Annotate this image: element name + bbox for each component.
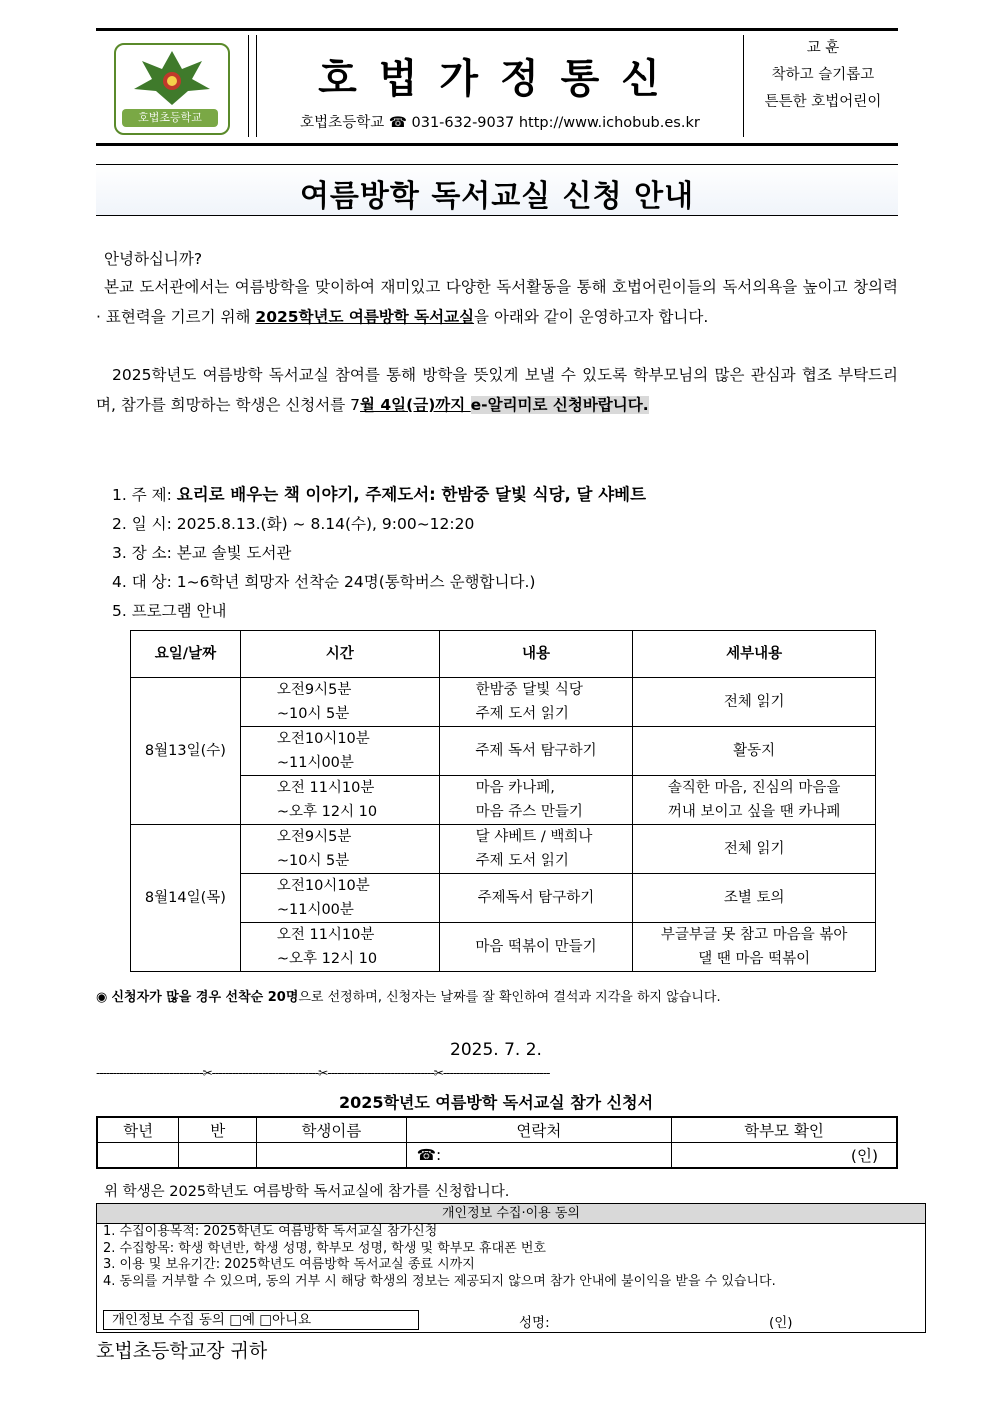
content-line: 마음 카나페, — [475, 780, 555, 796]
item-date: 2. 일 시: 2025.8.13.(화) ~ 8.14(수), 9:00~12:20 — [112, 515, 475, 533]
newsletter-title: 호법가정통신 — [318, 56, 682, 102]
table-row — [131, 678, 876, 727]
item-program: 5. 프로그램 안내 — [112, 602, 227, 620]
item-label: 1. 주 제: — [112, 486, 177, 504]
content-line: 주제 도서 읽기 — [475, 706, 569, 722]
detail-line: 꺼내 보이고 싶을 땐 카나페 — [667, 804, 841, 820]
content-line: 한밤중 달빛 식당 — [475, 682, 583, 698]
content-cell: 주제 독서 탐구하기 — [439, 727, 633, 776]
motto-title: 교 훈 — [806, 40, 840, 56]
intro-text: 본교 도서관에서는 여름방학을 맞이하여 재미있고 다양한 독서활동을 통해 호법어린이들의 독서의욕을 높이고 창의력 · 표현력을 기르기 위해 — [96, 278, 898, 326]
table-row — [131, 727, 876, 776]
content-cell — [439, 776, 633, 825]
day-cell: 8월14일(목) — [131, 825, 241, 972]
time-cell — [240, 776, 439, 825]
time-start: 오전10시10분 — [276, 878, 370, 894]
intro-text: 2025학년도 여름방학 독서교실 참여를 통해 방학을 뜻있게 보낼 수 있도록 학부모님의 많은 관심과 협조 부탁드리며, 참가를 희망하는 학생은 신청서를 7 — [96, 366, 898, 414]
privacy-line: 4. 동의를 거부할 수 있으며, 동의 거부 시 해당 학생의 정보는 제공되지 않으며 참가 안내에 불이익을 받을 수 있습니다. — [103, 1273, 776, 1289]
newsletter-header — [96, 28, 898, 146]
motto-line: 튼튼한 호법어린이 — [764, 94, 882, 110]
content-line: 주제 도서 읽기 — [475, 853, 569, 869]
time-end: ~11시00분 — [276, 902, 354, 918]
document-date: 2025. 7. 2. — [450, 1040, 542, 1060]
table-row — [131, 825, 876, 874]
header-cell: 시간 — [240, 631, 439, 678]
time-end: ~오후 12시 10 — [276, 804, 378, 820]
table-row — [131, 776, 876, 825]
table-row — [131, 874, 876, 923]
school-contact: 호법초등학교 ☎ 031-632-9037 http://www.ichobub.es.kr — [300, 115, 700, 131]
time-start: 오전10시10분 — [276, 731, 370, 747]
selection-note — [96, 986, 721, 1005]
note-emphasis: 신청자가 많을 경우 선착순 20명 — [111, 990, 299, 1005]
bullet-icon: ◉ — [96, 990, 112, 1005]
program-table — [130, 630, 876, 972]
day-cell: 8월13일(수) — [131, 678, 241, 825]
form-statement: 위 학생은 2025학년도 여름방학 독서교실에 참가를 신청합니다. — [104, 1184, 510, 1200]
header-cell: 요일/날짜 — [131, 631, 241, 678]
leaf-emblem-icon — [130, 47, 214, 109]
content-line: 마음 쥬스 만들기 — [475, 804, 583, 820]
grade-field[interactable] — [97, 1143, 179, 1169]
deadline: 월 4일(금)까지 — [360, 396, 471, 414]
submission-method: e-알리미로 신청바랍니다. — [470, 396, 649, 414]
table-header-row — [131, 631, 876, 678]
header-cell: 학년 — [97, 1117, 179, 1143]
header-cell: 학생이름 — [257, 1117, 407, 1143]
detail-line: 부글부글 못 참고 마음을 볶아 — [660, 927, 848, 943]
detail-cell: 전체 읽기 — [633, 678, 876, 727]
header-cell: 반 — [179, 1117, 257, 1143]
detail-cell — [633, 776, 876, 825]
time-cell — [240, 727, 439, 776]
intro-text: 을 아래와 같이 운영하고자 합니다. — [474, 308, 709, 326]
main-title: 여름방학 독서교실 신청 안내 — [299, 179, 695, 214]
note-text: 으로 선정하며, 신청자는 날짜를 잘 확인하여 결석과 지각을 하지 않습니다. — [298, 990, 721, 1005]
cut-line: --------------------------------✂--------------------------------✂--------------------------------✂-------------------------------- — [96, 1066, 550, 1080]
content-cell: 마음 떡볶이 만들기 — [439, 923, 633, 972]
detail-cell: 활동지 — [633, 727, 876, 776]
item-target: 4. 대 상: 1~6학년 희망자 선착순 24명(통학버스 운행합니다.) — [112, 573, 536, 591]
header-cell: 세부내용 — [633, 631, 876, 678]
time-cell — [240, 678, 439, 727]
time-cell — [240, 825, 439, 874]
detail-line: 솔직한 마음, 진심의 마음을 — [667, 780, 841, 796]
content-cell: 주제독서 탐구하기 — [439, 874, 633, 923]
privacy-header: 개인정보 수집·이용 동의 — [97, 1204, 925, 1224]
time-start: 오전 11시10분 — [276, 927, 375, 943]
detail-cell: 전체 읽기 — [633, 825, 876, 874]
greeting: 안녕하십니까? — [104, 250, 203, 268]
form-title: 2025학년도 여름방학 독서교실 참가 신청서 — [338, 1093, 654, 1112]
time-start: 오전 11시10분 — [276, 780, 375, 796]
motto-line: 착하고 슬기롭고 — [771, 67, 875, 83]
header-cell: 연락처 — [406, 1117, 671, 1143]
consent-checkbox-group[interactable]: 개인정보 수집 동의 □예 □아니요 — [103, 1310, 419, 1330]
seal-mark: (인) — [769, 1315, 793, 1331]
class-field[interactable] — [179, 1143, 257, 1169]
privacy-consent-box — [96, 1203, 926, 1333]
form-header-row — [97, 1117, 897, 1143]
signature-label: 성명: — [519, 1315, 550, 1331]
intro-paragraph-2 — [96, 360, 898, 420]
intro-paragraph-1 — [96, 272, 898, 332]
time-start: 오전9시5분 — [276, 682, 352, 698]
item-value: 요리로 배우는 책 이야기, 주제도서: 한밤중 달빛 식당, 달 샤베트 — [176, 485, 647, 504]
detail-line: 댈 땐 마음 떡볶이 — [698, 951, 811, 967]
privacy-line: 2. 수집항목: 학생 학년반, 학생 성명, 학부모 성명, 학생 및 학부모 휴대폰 번호 — [103, 1240, 546, 1256]
content-cell — [439, 678, 633, 727]
header-cell: 내용 — [439, 631, 633, 678]
seal-mark: (인) — [850, 1147, 878, 1165]
privacy-line: 1. 수집이용목적: 2025학년도 여름방학 독서교실 참가신청 — [103, 1224, 438, 1239]
time-start: 오전9시5분 — [276, 829, 352, 845]
time-end: ~10시 5분 — [276, 853, 350, 869]
logo-cell — [96, 35, 249, 137]
detail-cell — [633, 923, 876, 972]
header-cell: 학부모 확인 — [672, 1117, 897, 1143]
logo-text: 호법초등학교 — [122, 109, 218, 127]
item-theme — [112, 480, 646, 510]
title-cell — [256, 35, 744, 137]
item-place: 3. 장 소: 본교 솔빛 도서관 — [112, 544, 292, 562]
student-name-field[interactable] — [257, 1143, 407, 1169]
main-title-bar — [96, 164, 898, 216]
application-form-table — [96, 1116, 898, 1169]
form-input-row — [97, 1143, 897, 1169]
privacy-line: 3. 이용 및 보유기간: 2025학년도 여름방학 독서교실 종료 시까지 — [103, 1257, 475, 1272]
parent-confirm-field[interactable] — [672, 1143, 897, 1169]
table-row — [131, 923, 876, 972]
time-end: ~10시 5분 — [276, 706, 350, 722]
content-line: 달 샤베트 / 백희나 — [475, 829, 593, 845]
detail-cell: 조별 토의 — [633, 874, 876, 923]
time-end: ~11시00분 — [276, 755, 354, 771]
time-end: ~오후 12시 10 — [276, 951, 378, 967]
addressee: 호법초등학교장 귀하 — [96, 1340, 268, 1362]
contact-field[interactable] — [406, 1143, 671, 1169]
motto-cell — [748, 35, 898, 137]
time-cell — [240, 874, 439, 923]
content-cell — [439, 825, 633, 874]
phone-icon: ☎: — [416, 1146, 442, 1164]
school-logo — [114, 43, 230, 135]
program-name: 2025학년도 여름방학 독서교실 — [255, 308, 475, 326]
time-cell — [240, 923, 439, 972]
